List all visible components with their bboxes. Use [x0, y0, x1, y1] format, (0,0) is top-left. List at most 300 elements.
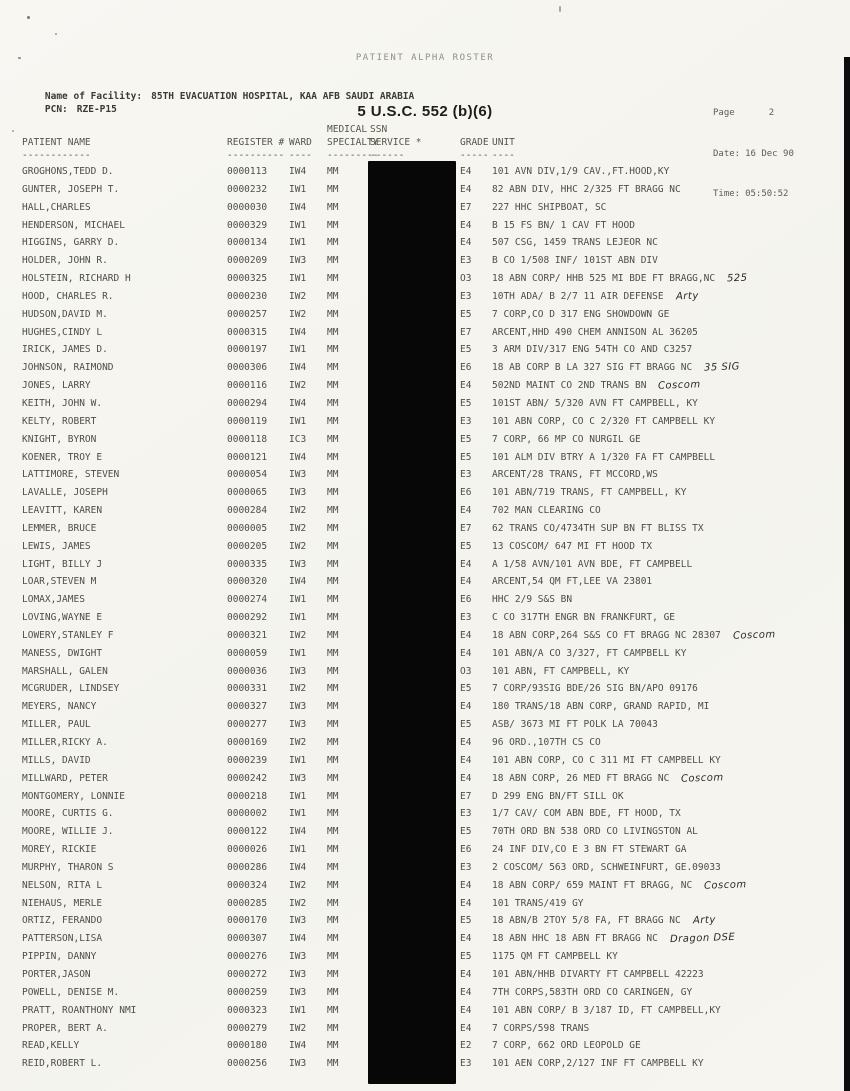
ward-cell: IW2 [289, 683, 307, 695]
unit-cell: 7 CORP, 66 MP CO NURGIL GE [492, 433, 641, 445]
unit-cell: 24 INF DIV,CO E 3 BN FT STEWART GA [492, 844, 687, 856]
grade-cell: E4 [460, 505, 472, 517]
patient-name-cell: KOENER, TROY E [22, 451, 103, 463]
grade-cell: E4 [460, 754, 472, 766]
patient-name-cell: LEMMER, BRUCE [22, 522, 97, 534]
grade-cell: E3 [460, 415, 472, 427]
specialty-cell: MM [327, 255, 339, 267]
specialty-cell: MM [327, 719, 339, 731]
specialty-cell: MM [327, 326, 339, 338]
grade-cell: E5 [460, 915, 472, 927]
grade-cell: E4 [460, 219, 472, 231]
specialty-cell: MM [327, 469, 339, 481]
ward-cell: IW4 [289, 166, 307, 177]
patient-name-cell: LOMAX,JAMES [22, 594, 85, 606]
unit-cell: D 299 ENG BN/FT SILL OK [492, 790, 624, 802]
register-number-cell: 0000218 [227, 790, 268, 802]
specialty-cell: MM [327, 951, 339, 963]
specialty-cell: MM [327, 1040, 339, 1052]
patient-name-cell: MILLS, DAVID [22, 754, 91, 766]
patient-name-cell: MOORE, CURTIS G. [22, 808, 114, 820]
patient-name-cell: JOHNSON, RAIMOND [22, 362, 114, 374]
specialty-cell: MM [327, 826, 339, 838]
patient-name-cell: POWELL, DENISE M. [22, 986, 120, 998]
grade-cell: E4 [460, 986, 472, 998]
ward-cell: IW3 [289, 986, 307, 998]
grade-cell: O3 [460, 665, 472, 677]
grade-cell: E4 [460, 1022, 472, 1034]
handwritten-annotation: 525 [726, 272, 748, 285]
ward-cell: IC3 [289, 433, 307, 445]
register-number-cell: 0000169 [227, 737, 268, 748]
date-line: Date: 16 Dec 90 [713, 148, 794, 159]
register-number-cell: 0000205 [227, 540, 268, 552]
specialty-cell: MM [327, 933, 339, 945]
grade-cell: E3 [460, 290, 472, 302]
patient-name-cell: GUNTER, JOSEPH T. [22, 183, 120, 195]
grade-cell: E6 [460, 487, 472, 499]
grade-cell: E3 [460, 861, 472, 873]
register-number-cell: 0000324 [227, 879, 268, 891]
unit-cell: 7TH CORPS,583TH ORD CO CARINGEN, GY [492, 986, 693, 998]
table-header [22, 124, 847, 163]
ward-cell: IW2 [289, 1022, 307, 1034]
patient-name-cell: MILLER,RICKY A. [22, 737, 108, 748]
grade-cell: E4 [460, 737, 472, 748]
unit-cell: HHC 2/9 S&S BN [492, 594, 573, 606]
grade-cell: E5 [460, 451, 472, 463]
register-number-cell: 0000209 [227, 255, 268, 267]
date-value: 16 Dec 90 [745, 148, 794, 159]
ward-cell: IW4 [289, 397, 307, 409]
grade-cell: E7 [460, 326, 472, 338]
ward-cell: IW3 [289, 915, 307, 927]
specialty-cell: MM [327, 415, 339, 427]
ward-cell: IW1 [289, 219, 307, 231]
specialty-cell: MM [327, 986, 339, 998]
header-underline-row: ------------ ---------- ---- --------- ------ ----- ---- [22, 150, 515, 161]
specialty-cell: MM [327, 201, 339, 213]
unit-cell: 1/7 CAV/ COM ABN BDE, FT HOOD, TX [492, 808, 681, 820]
column-header-grade: GRADE [460, 137, 489, 148]
unit-cell: 70TH ORD BN 538 ORD CO LIVINGSTON AL [492, 826, 698, 838]
specialty-cell: MM [327, 1058, 339, 1070]
ward-cell: IW1 [289, 754, 307, 766]
specialty-cell: MM [327, 701, 339, 713]
specialty-cell: MM [327, 380, 339, 392]
grade-cell: E3 [460, 469, 472, 481]
register-number-cell: 0000306 [227, 362, 268, 374]
patient-name-cell: PIPPIN, DANNY [22, 951, 97, 963]
unit-cell: 18 ABN/B 2TOY 5/8 FA, FT BRAGG NC Arty [492, 915, 716, 927]
ward-cell: IW2 [289, 540, 307, 552]
register-number-cell: 0000335 [227, 558, 268, 570]
unit-cell: 7 CORPS/598 TRANS [492, 1022, 590, 1034]
ward-cell: IW3 [289, 665, 307, 677]
specialty-cell: MM [327, 183, 339, 195]
specialty-cell: MM [327, 451, 339, 463]
register-number-cell: 0000325 [227, 273, 268, 285]
handwritten-annotation: Dragon DSE [669, 932, 736, 946]
register-number-cell: 0000026 [227, 844, 268, 856]
unit-cell: 2 COSCOM/ 563 ORD, SCHWEINFURT, GE.09033 [492, 861, 721, 873]
unit-cell: 82 ABN DIV, HHC 2/325 FT BRAGG NC [492, 183, 681, 195]
ward-cell: IW2 [289, 505, 307, 517]
patient-name-cell: HIGGINS, GARRY D. [22, 237, 120, 249]
facility-label: Name of Facility: [44, 91, 143, 102]
patient-name-cell: KELTY, ROBERT [22, 415, 97, 427]
ward-cell: IW1 [289, 808, 307, 820]
patient-name-cell: MURPHY, THARON S [22, 861, 114, 873]
column-header-service: SERVICE * [370, 137, 422, 148]
patient-name-cell: HUDSON,DAVID M. [22, 308, 108, 320]
unit-cell: B 15 FS BN/ 1 CAV FT HOOD [492, 219, 635, 231]
handwritten-annotation: Arty [675, 290, 699, 303]
ward-cell: IW1 [289, 844, 307, 856]
patient-name-cell: READ,KELLY [22, 1040, 80, 1052]
ward-cell: IW1 [289, 415, 307, 427]
patient-name-cell: HALL,CHARLES [22, 201, 91, 213]
unit-cell: 101 ABN CORP, CO C 311 MI FT CAMPBELL KY [492, 754, 721, 766]
register-number-cell: 0000285 [227, 897, 268, 909]
unit-cell: 96 ORD.,107TH CS CO [492, 737, 601, 748]
ward-cell: IW2 [289, 629, 307, 641]
register-number-cell: 0000122 [227, 826, 268, 838]
register-number-cell: 0000259 [227, 986, 268, 998]
grade-cell: O3 [460, 273, 472, 285]
unit-cell: 101 ABN/HHB DIVARTY FT CAMPBELL 42223 [492, 968, 704, 980]
patient-name-cell: REID,ROBERT L. [22, 1058, 103, 1070]
grade-cell: E4 [460, 879, 472, 891]
doc-title: PATIENT ALPHA ROSTER [355, 53, 495, 63]
foia-exemption-stamp: 5 U.S.C. 552 (b)(6) [357, 103, 493, 120]
unit-cell: 502ND MAINT CO 2ND TRANS BN Coscom [492, 379, 702, 392]
ward-cell: IW2 [289, 290, 307, 302]
ward-cell: IW1 [289, 594, 307, 606]
pcn-value: RZE-P15 [76, 104, 117, 115]
patient-name-cell: HENDERSON, MICHAEL [22, 219, 125, 231]
unit-cell: 18 ABN CORP, 26 MED FT BRAGG NC Coscom [492, 771, 725, 785]
register-number-cell: 0000180 [227, 1040, 268, 1052]
register-number-cell: 0000277 [227, 719, 268, 731]
specialty-cell: MM [327, 344, 339, 356]
handwritten-annotation: Coscom [703, 879, 748, 892]
register-number-cell: 0000274 [227, 594, 268, 606]
specialty-cell: MM [327, 362, 339, 374]
register-number-cell: 0000116 [227, 380, 268, 392]
patient-name-cell: LATTIMORE, STEVEN [22, 469, 120, 481]
grade-cell: E3 [460, 612, 472, 624]
grade-cell: E5 [460, 308, 472, 320]
unit-cell: ARCENT,HHD 490 CHEM ANNISON AL 36205 [492, 326, 698, 338]
unit-cell: 62 TRANS CO/4734TH SUP BN FT BLISS TX [492, 522, 704, 534]
specialty-cell: MM [327, 968, 339, 980]
ward-cell: IW4 [289, 861, 307, 873]
patient-name-cell: PROPER, BERT A. [22, 1022, 108, 1034]
column-header-row [22, 137, 847, 150]
handwritten-annotation: Coscom [732, 629, 776, 642]
register-number-cell: 0000242 [227, 772, 268, 784]
ward-cell: IW2 [289, 897, 307, 909]
specialty-cell: MM [327, 737, 339, 748]
register-number-cell: 0000230 [227, 290, 268, 302]
register-number-cell: 0000232 [227, 183, 268, 195]
ward-cell: IW2 [289, 380, 307, 392]
ward-cell: IW4 [289, 826, 307, 838]
patient-name-cell: ORTIZ, FERANDO [22, 915, 103, 927]
unit-cell: 1175 QM FT CAMPBELL KY [492, 951, 618, 963]
patient-name-cell: MCGRUDER, LINDSEY [22, 683, 120, 695]
redaction-bar [368, 161, 456, 1084]
grade-cell: E6 [460, 844, 472, 856]
register-number-cell: 0000134 [227, 237, 268, 249]
register-number-cell: 0000239 [227, 754, 268, 766]
patient-name-cell: JONES, LARRY [22, 380, 91, 392]
specialty-cell: MM [327, 505, 339, 517]
register-number-cell: 0000256 [227, 1058, 268, 1070]
patient-name-cell: MILLER, PAUL [22, 719, 91, 731]
ward-cell: IW3 [289, 469, 307, 481]
over-header-medical: MEDICAL [327, 124, 368, 135]
register-number-cell: 0000276 [227, 951, 268, 963]
patient-name-cell: MILLWARD, PETER [22, 772, 108, 784]
grade-cell: E7 [460, 201, 472, 213]
specialty-cell: MM [327, 487, 339, 499]
patient-name-cell: LOAR,STEVEN M [22, 576, 97, 588]
pcn-label: PCN: [44, 104, 68, 115]
grade-cell: E4 [460, 558, 472, 570]
grade-cell: E6 [460, 594, 472, 606]
specialty-cell: MM [327, 219, 339, 231]
ward-cell: IW3 [289, 968, 307, 980]
unit-cell: 7 CORP, 662 ORD LEOPOLD GE [492, 1040, 641, 1052]
specialty-cell: MM [327, 540, 339, 552]
grade-cell: E7 [460, 522, 472, 534]
register-number-cell: 0000257 [227, 308, 268, 320]
ward-cell: IW1 [289, 237, 307, 249]
ward-cell: IW4 [289, 362, 307, 374]
specialty-cell: MM [327, 576, 339, 588]
ward-cell: IW2 [289, 879, 307, 891]
patient-name-cell: NELSON, RITA L [22, 879, 103, 891]
patient-name-cell: GROGHONS,TEDD D. [22, 166, 114, 177]
register-number-cell: 0000005 [227, 522, 268, 534]
register-number-cell: 0000121 [227, 451, 268, 463]
ward-cell: IW3 [289, 487, 307, 499]
over-header-row [22, 124, 847, 137]
register-number-cell: 0000286 [227, 861, 268, 873]
register-number-cell: 0000327 [227, 701, 268, 713]
unit-cell: 7 CORP,CO D 317 ENG SHOWDOWN GE [492, 308, 670, 320]
ward-cell: IW1 [289, 612, 307, 624]
patient-name-cell: LEAVITT, KAREN [22, 505, 103, 517]
grade-cell: E4 [460, 647, 472, 659]
unit-cell: 3 ARM DIV/317 ENG 54TH CO AND C3257 [492, 344, 693, 356]
unit-cell: 101 ALM DIV BTRY A 1/320 FA FT CAMPBELL [492, 451, 716, 463]
handwritten-annotation: Arty [692, 915, 716, 927]
specialty-cell: MM [327, 861, 339, 873]
register-number-cell: 0000294 [227, 397, 268, 409]
specialty-cell: MM [327, 433, 339, 445]
ward-cell: IW4 [289, 1040, 307, 1052]
ward-cell: IW1 [289, 183, 307, 195]
patient-name-cell: PRATT, ROANTHONY NMI [22, 1004, 137, 1016]
ward-cell: IW4 [289, 326, 307, 338]
specialty-cell: MM [327, 558, 339, 570]
unit-cell: 13 COSCOM/ 647 MI FT HOOD TX [492, 540, 653, 552]
patient-name-cell: MOREY, RICKIE [22, 844, 97, 856]
unit-cell: 101 ABN CORP, CO C 2/320 FT CAMPBELL KY [492, 415, 716, 427]
patient-name-cell: IRICK, JAMES D. [22, 344, 108, 356]
register-number-cell: 0000321 [227, 629, 268, 641]
grade-cell: E4 [460, 576, 472, 588]
specialty-cell: MM [327, 308, 339, 320]
unit-cell: 18 ABN HHC 18 ABN FT BRAGG NC Dragon DSE [492, 932, 736, 946]
ward-cell: IW4 [289, 201, 307, 213]
time-line: Time: 05:50:52 [713, 189, 789, 199]
patient-name-cell: KEITH, JOHN W. [22, 397, 103, 409]
specialty-cell: MM [327, 665, 339, 677]
unit-cell: ARCENT/28 TRANS, FT MCCORD,WS [492, 469, 658, 481]
specialty-cell: MM [327, 808, 339, 820]
ward-cell: IW2 [289, 308, 307, 320]
register-number-cell: 0000272 [227, 968, 268, 980]
grade-cell: E5 [460, 719, 472, 731]
specialty-cell: MM [327, 166, 339, 177]
ward-cell: IW3 [289, 772, 307, 784]
time-value: 05:50:52 [745, 189, 789, 199]
ward-cell: IW1 [289, 344, 307, 356]
register-number-cell: 0000329 [227, 219, 268, 231]
handwritten-annotation: Coscom [681, 771, 725, 785]
grade-cell: E5 [460, 951, 472, 963]
column-header-register: REGISTER # [227, 137, 285, 148]
specialty-cell: MM [327, 897, 339, 909]
unit-cell: A 1/58 AVN/101 AVN BDE, FT CAMPBELL [492, 558, 693, 570]
ward-cell: IW1 [289, 273, 307, 285]
column-header-patient-name: PATIENT NAME [22, 137, 91, 148]
specialty-cell: MM [327, 647, 339, 659]
grade-cell: E2 [460, 1040, 472, 1052]
column-header-unit: UNIT [492, 137, 515, 148]
ward-cell: IW3 [289, 719, 307, 731]
unit-cell: 101ST ABN/ 5/320 AVN FT CAMPBELL, KY [492, 397, 698, 409]
handwritten-annotation: Coscom [658, 379, 702, 392]
unit-cell: C CO 317TH ENGR BN FRANKFURT, GE [492, 612, 676, 624]
register-number-cell: 0000320 [227, 576, 268, 588]
register-number-cell: 0000307 [227, 933, 268, 945]
register-number-cell: 0000284 [227, 505, 268, 517]
register-number-cell: 0000113 [227, 166, 268, 177]
patient-name-cell: HOOD, CHARLES R. [22, 290, 114, 302]
patient-name-cell: LOWERY,STANLEY F [22, 629, 114, 641]
patient-name-cell: MANESS, DWIGHT [22, 647, 103, 659]
grade-cell: E3 [460, 255, 472, 267]
unit-cell: 18 ABN CORP,264 S&S CO FT BRAGG NC 28307 Coscom [492, 629, 776, 642]
register-number-cell: 0000065 [227, 487, 268, 499]
specialty-cell: MM [327, 612, 339, 624]
ward-cell: IW1 [289, 790, 307, 802]
ward-cell: IW3 [289, 701, 307, 713]
specialty-cell: MM [327, 397, 339, 409]
grade-cell: E3 [460, 808, 472, 820]
register-number-cell: 0000315 [227, 326, 268, 338]
page-number: 2 [768, 108, 775, 118]
grade-cell: E4 [460, 183, 472, 195]
grade-cell: E4 [460, 380, 472, 392]
unit-cell: B CO 1/508 INF/ 101ST ABN DIV [492, 255, 658, 267]
unit-cell: 101 TRANS/419 GY [492, 897, 584, 909]
unit-cell: 702 MAN CLEARING CO [492, 505, 601, 517]
register-number-cell: 0000054 [227, 469, 268, 481]
patient-name-cell: LOVING,WAYNE E [22, 612, 103, 624]
patient-name-cell: MONTGOMERY, LONNIE [22, 790, 125, 802]
unit-cell: 101 ABN, FT CAMPBELL, KY [492, 665, 630, 677]
specialty-cell: MM [327, 1022, 339, 1034]
unit-cell: 101 AEN CORP,2/127 INF FT CAMPBELL KY [492, 1058, 704, 1070]
unit-cell: ARCENT,54 QM FT,LEE VA 23801 [492, 576, 653, 588]
register-number-cell: 0000002 [227, 808, 268, 820]
specialty-cell: MM [327, 273, 339, 285]
grade-cell: E5 [460, 826, 472, 838]
unit-cell: 227 HHC SHIPBOAT, SC [492, 201, 607, 213]
over-header-ssn: SSN [370, 124, 388, 135]
specialty-cell: MM [327, 237, 339, 249]
unit-cell: 18 ABN CORP/ 659 MAINT FT BRAGG, NC Coscom [492, 879, 748, 892]
grade-cell: E4 [460, 629, 472, 641]
specialty-cell: MM [327, 754, 339, 766]
register-number-cell: 0000036 [227, 665, 268, 677]
register-number-cell: 0000030 [227, 201, 268, 213]
ward-cell: IW3 [289, 558, 307, 570]
scan-speck [559, 6, 561, 12]
patient-name-cell: LAVALLE, JOSEPH [22, 487, 108, 499]
ward-cell: IW3 [289, 951, 307, 963]
specialty-cell: MM [327, 683, 339, 695]
unit-cell: 7 CORP/93SIG BDE/26 SIG BN/APO 09176 [492, 683, 698, 695]
unit-cell: 18 ABN CORP/ HHB 525 MI BDE FT BRAGG,NC 525 [492, 272, 748, 285]
grade-cell: E4 [460, 933, 472, 945]
grade-cell: E5 [460, 433, 472, 445]
grade-cell: E3 [460, 1058, 472, 1070]
grade-cell: E4 [460, 1004, 472, 1016]
scan-speck [27, 16, 30, 19]
ward-cell: IW4 [289, 933, 307, 945]
specialty-cell: MM [327, 790, 339, 802]
specialty-cell: MM [327, 594, 339, 606]
specialty-cell: MM [327, 772, 339, 784]
patient-name-cell: NIEHAUS, MERLE [22, 897, 103, 909]
unit-cell: 18 AB CORP B LA 327 SIG FT BRAGG NC 35 SIG [492, 361, 741, 374]
column-header-ward: WARD [289, 137, 312, 148]
unit-cell: 101 AVN DIV,1/9 CAV.,FT.HOOD,KY [492, 166, 670, 177]
unit-cell: 507 CSG, 1459 TRANS LEJEOR NC [492, 237, 658, 249]
specialty-cell: MM [327, 522, 339, 534]
grade-cell: E5 [460, 540, 472, 552]
register-number-cell: 0000331 [227, 683, 268, 695]
ward-cell: IW4 [289, 451, 307, 463]
unit-cell: 180 TRANS/18 ABN CORP, GRAND RAPID, MI [492, 701, 710, 713]
grade-cell: E4 [460, 897, 472, 909]
patient-name-cell: MEYERS, NANCY [22, 701, 97, 713]
scan-edge-artifact [844, 57, 850, 1091]
grade-cell: E4 [460, 237, 472, 249]
ward-cell: IW1 [289, 1004, 307, 1016]
patient-name-cell: HUGHES,CINDY L [22, 326, 103, 338]
unit-cell: 101 ABN/719 TRANS, FT CAMPBELL, KY [492, 487, 687, 499]
patient-name-cell: PORTER,JASON [22, 968, 91, 980]
ward-cell: IW4 [289, 576, 307, 588]
